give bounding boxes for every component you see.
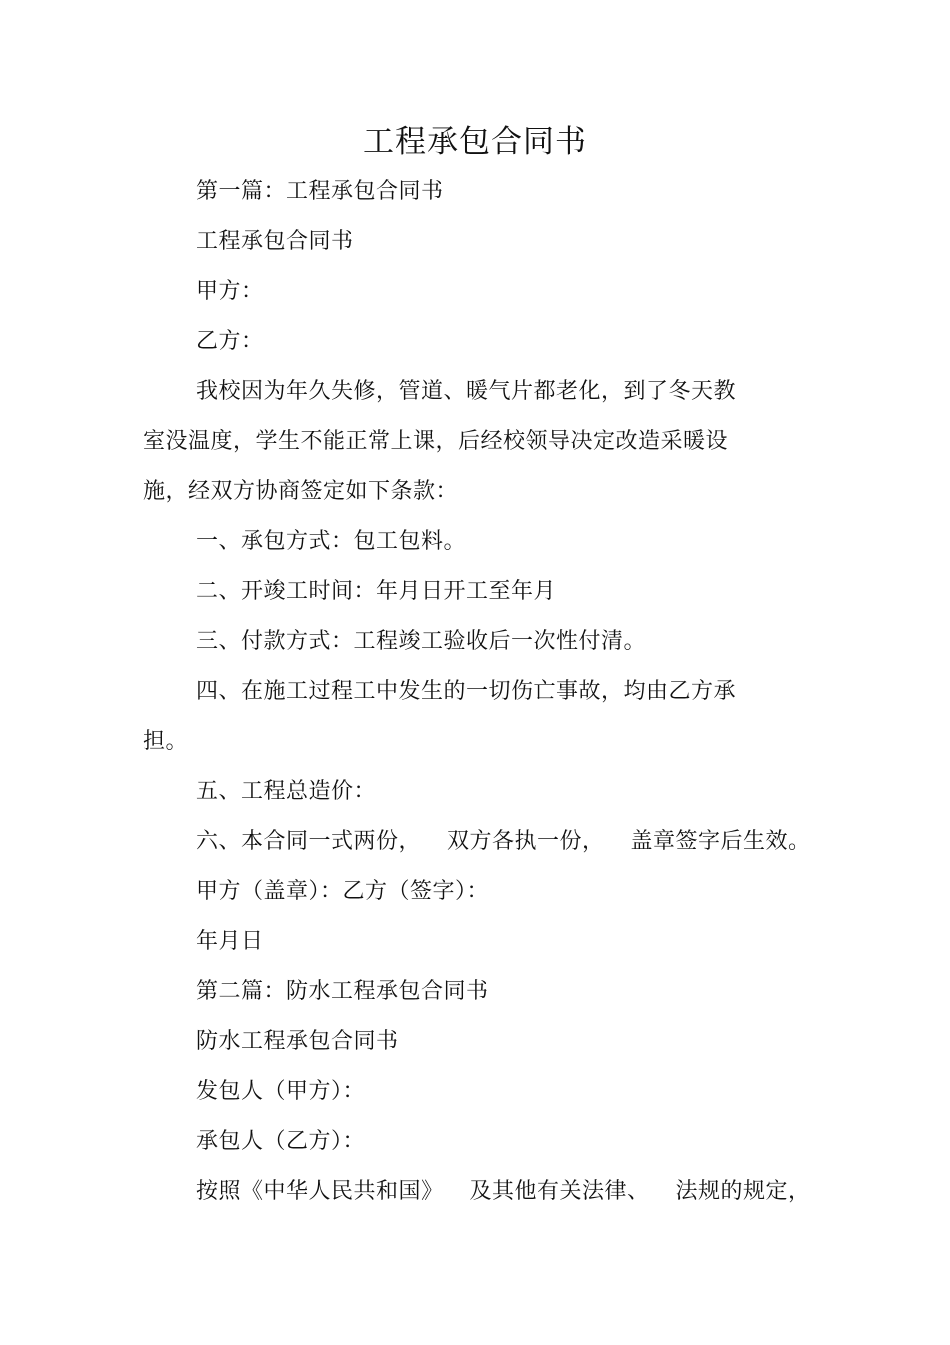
signature-line: 甲方（盖章）：乙方（签字）：	[196, 879, 490, 904]
employer-label: 发包人（甲方）：	[196, 1079, 366, 1104]
contract-title-2: 防水工程承包合同书	[196, 1029, 399, 1054]
party-a-label: 甲方：	[196, 279, 264, 304]
legal-basis-part-1: 按照《中华人民共和国》	[196, 1179, 444, 1204]
contract-title-1: 工程承包合同书	[196, 229, 354, 254]
clause-5: 五、工程总造价：	[196, 779, 377, 804]
legal-basis-line	[196, 1177, 811, 1207]
clause-6	[196, 827, 811, 857]
clause-6-part-1: 六、本合同一式两份，	[196, 829, 422, 854]
clause-6-part-3: 盖章签字后生效。	[630, 829, 811, 854]
section-heading-1: 第一篇：工程承包合同书	[196, 179, 444, 204]
document-title: 工程承包合同书	[363, 124, 587, 160]
clause-6-part-2: 双方各执一份，	[447, 829, 605, 854]
legal-basis-part-3: 法规的规定，	[675, 1179, 811, 1204]
clause-2: 二、开竣工时间：年月日开工至年月	[196, 579, 557, 604]
clause-1: 一、承包方式：包工包料。	[196, 529, 467, 554]
intro-paragraph-line-3: 施，经双方协商签定如下条款：	[143, 479, 459, 504]
party-b-label: 乙方：	[196, 329, 264, 354]
clause-3: 三、付款方式：工程竣工验收后一次性付清。	[196, 629, 647, 654]
clause-4-line-2: 担。	[143, 729, 189, 754]
contractor-label: 承包人（乙方）：	[196, 1129, 366, 1154]
intro-paragraph-line-1: 我校因为年久失修，管道、暖气片都老化，到了冬天教	[196, 379, 737, 404]
section-heading-2: 第二篇：防水工程承包合同书	[196, 979, 489, 1004]
date-line: 年月日	[196, 929, 264, 954]
intro-paragraph-line-2: 室没温度，学生不能正常上课，后经校领导决定改造采暖设	[143, 429, 729, 454]
clause-4-line-1: 四、在施工过程工中发生的一切伤亡事故，均由乙方承	[196, 679, 737, 704]
legal-basis-part-2: 及其他有关法律、	[469, 1179, 650, 1204]
